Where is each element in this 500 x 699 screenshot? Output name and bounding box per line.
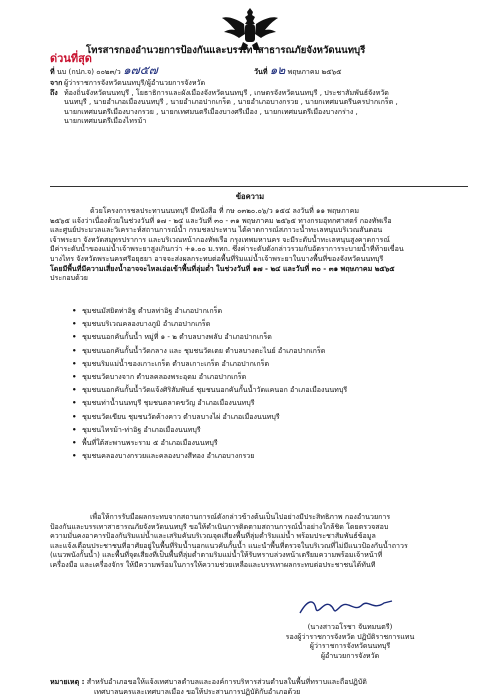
bullet-icon: • [72,319,77,329]
footnote-text: สำหรับอำเภอขอให้แจ้งเทศบาลตำบลและองค์การบริหารส่วนตำบลในพื้นที่ทราบและถือปฏิบัติ [86,677,367,686]
list-item [72,370,472,383]
bullet-icon: • [72,424,77,434]
urgency-stamp: ด่วนที่สุด [50,52,92,65]
paragraph-line: โดยมีพื้นที่มีความเสี่ยงน้ำอาจจะไหลเอ่อเข้าพื้นที่ลุ่มต่ำ ในช่วงวันที่ ๑๗ - ๒๔ และวันที่ ๓๐ - ๓๑ พฤษภาคม ๒๕๖๕ [50,263,395,273]
list-item-text: ชุมชนไทรม้า-ท่าอิฐ อำเภอเมืองนนทบุรี [82,424,201,434]
bullet-icon: • [72,438,77,448]
list-item-text: ชุมชนมัสยิดท่าอิฐ ตำบลท่าอิฐ อำเภอปากเกร็ด [82,306,223,315]
document-number-value: นบ (กปภ.จ) ๐๐๒๓/ว [56,67,121,76]
paragraph-line: บางไทร จังหวัดพระนครศรีอยุธยา อาจจะส่งผลกระทบต่อพื้นที่ริมแม่น้ำเจ้าพระยาในบางพื้นที่ของจังหวัดนนทบุรี [50,253,384,263]
bullet-icon: • [72,385,77,395]
to-row [50,88,470,126]
bullet-icon: • [72,345,77,355]
bullet-icon: • [72,398,77,408]
document-title: โทรสารกองอำนวยการป้องกันและบรรเทาสาธารณภัยจังหวัดนนทบุรี [86,45,366,56]
paragraph-line: (แนวพนังกั้นน้ำ) และพื้นที่จุดเสี่ยงที่เป็นพื้นที่ลุ่มต่ำตามริมแม่น้ำให้รับทราบล่วงหน้าเตรียมความพร้อมเจ้าหน้าที่ [50,550,383,560]
bullet-icon: • [72,411,77,421]
bullet-icon: • [72,451,77,461]
handwritten-signature [296,595,396,619]
list-item-text: พื้นที่ใต้สะพานพระราม ๕ อำเภอเมืองนนทบุรี [82,438,218,448]
bullet-icon: • [72,358,77,368]
list-item [72,383,472,396]
paragraph-line: และศูนย์ประมวลและวิเคราะห์สถานการณ์น้ำ กรมชลประทาน ได้คาดการณ์สภาวะน้ำทะเลหนุนบริเวณสันดอน [50,225,383,235]
footnote [50,677,470,696]
paragraph-line: มีค่าระดับน้ำของแม่น้ำเจ้าพระยาสูงเกินกว่า +๑.๐๐ ม.รทก. ซึ่งค่าระดับดังกล่าวรวมกับอัตราการระบายน้ำที่ท้ายเขื่อน [50,244,404,254]
to-label: ถึง [50,87,58,97]
signer-position: ผู้ว่าราชการจังหวัดนนทบุรี [309,641,391,651]
paragraph-request [50,512,468,570]
list-item-text: ชุมชนบริเวณคลองบางภูมิ อำเภอปากเกร็ด [82,319,211,329]
list-item [72,423,472,436]
date-month-year: พฤษภาคม ๒๕๖๕ [287,67,342,76]
list-item-text: ชุมชนนอกคันกั้นน้ำ หมู่ที่ ๑ - ๒ ตำบลบางพลับ อำเภอปากเกร็ด [82,332,272,342]
section-title: ข้อความ [235,192,265,201]
from-row [50,78,470,88]
paragraph-line: และแจ้งเตือนประชาชนที่อาศัยอยู่ในพื้นที่ริมน้ำนอกแนวคันกั้นน้ำ แนะนำพื้นที่ตรวจในบริเวณที่ไม่มีแนวป้องกันน้ำถาวร [50,540,408,550]
signature-block [260,622,440,660]
list-item-text: ชุมชนวัดเขียน ชุมชนวัดค้างคาว ตำบลบางไผ่ อำเภอเมืองนนทบุรี [82,411,280,421]
from-text: ผู้ว่าราชการจังหวัดนนทบุรี/ผู้อำนวยการจังหวัด [64,78,206,87]
document-number-handwritten: ๑๗๕๗ [123,63,158,77]
signer-position: ผู้อำนวยการจังหวัด [320,650,380,660]
list-item [72,344,472,357]
footnote-label: หมายเหตุ : [50,677,85,686]
bullet-icon: • [72,372,77,382]
bullet-icon: • [72,332,77,342]
date-row [254,63,342,77]
paragraph-intro [50,206,468,283]
list-item-text: ชุมชนคลองบางกรวยและคลองบางสีทอง อำเภอบางกรวย [82,451,255,461]
address-block [50,78,470,126]
list-item [72,304,472,317]
list-item-text: ชุมชนนอกคันกั้นน้ำวัดแจ้งศิริสัมพันธ์ ชุมชนนอกคันกั้นน้ำวัดแคนอก อำเภอเมืองนนทบุรี [82,385,348,395]
list-item [72,317,472,330]
date-label: วันที่ [254,67,268,76]
list-item-text: ชุมชนวัดบางจาก ตำบลคลองพระอุดม อำเภอปากเกร็ด [82,372,247,382]
footnote-line [50,677,470,687]
document-number-label: ที่ [50,67,55,76]
list-item [72,396,472,409]
to-line: นายกเทศมนตรีเมืองไทรม้า [64,116,147,126]
to-line: นายกเทศมนตรีเมืองบางกรวย , นายกเทศมนตรีเมืองบางศรีเมือง , นายกเทศมนตรีเมืองบางกร่าง , [64,106,358,116]
risk-area-list [72,304,472,462]
paragraph-line: ความมั่นคงอาคารป้องกันริมแม่น้ำและเสริมคันบริเวณจุดเสี่ยงพื้นที่ลุ่มต่ำริมแม่น้ำ พร้อมประชาสัมพันธ์ข้อมูล [50,531,376,541]
list-item [72,410,472,423]
list-item [72,449,472,462]
footnote-text-2: เทศบาลนครและเทศบาลเมือง ขอให้ประสานการปฏิบัติกับอำเภอด้วย [94,686,301,696]
document-number-row [50,63,158,77]
list-item [72,436,472,449]
from-label: จาก [50,78,63,87]
list-item-text: ชุมชนริมแม่น้ำของเกาะเกร็ด ตำบลเกาะเกร็ด อำเภอปากเกร็ด [82,358,270,368]
list-item-text: ชุมชนนอกคันกั้นน้ำวัดกลาง และ ชุมชนวัดเตย ตำบลบางตะไนย์ อำเภอปากเกร็ด [82,345,326,355]
paragraph-line: เจ้าพระยา จังหวัดสมุทรปราการ และบริเวณหน้ากองทัพเรือ กรุงเทพมหานคร จะมีระดับน้ำทะเลหนุนสูงคาดการณ์ [50,234,390,244]
list-item [72,357,472,370]
signer-position: รองผู้ว่าราชการจังหวัด ปฏิบัติราชการแทน [285,631,415,641]
paragraph-line: เพื่อให้การรับมือผลกระทบจากสถานการณ์ดังกล่าวข้างต้นเป็นไปอย่างมีประสิทธิภาพ กองอำนวยการ [90,512,391,521]
date-day-handwritten: ๑๒ [269,63,286,77]
paragraph-line: ด้วยโครงการชลประทานนนทบุรี มีหนังสือ ที่ กษ ๐๓๒๐.๐๖/ว ๑๕๔ ลงวันที่ ๑๑ พฤษภาคม [90,206,360,215]
paragraph-line: ๒๕๖๕ แจ้งว่าเนื่องด้วยในช่วงวันที่ ๑๗ - ๒๔ และวันที่ ๓๐ - ๓๑ พฤษภาคม ๒๕๖๕ ทางกรมอุทกศาสตร์ กองทัพเรือ [50,215,392,225]
paragraph-line: ป้องกันและบรรเทาสาธารณภัยจังหวัดนนทบุรี ขอให้ดำเนินการติดตามสถานการณ์น้ำอย่างใกล้ชิด โดยตรวจสอบ [50,521,389,531]
paragraph-line: เครื่องมือ และเครื่องจักร ให้มีความพร้อมในการให้ความช่วยเหลือและบรรเทาผลกระทบต่อประชาชนได้ทันที [50,559,376,569]
to-line: นนทบุรี , นายอำเภอเมืองนนทบุรี , นายอำเภอปากเกร็ด , นายอำเภอบางกรวย , นายกเทศมนตรีนครปากเกร็ด , [64,97,398,107]
divider [50,186,468,187]
signer-name: (นางสาวอโรชา จันทมนตรี) [307,622,393,631]
to-list [64,88,470,126]
bullet-icon: • [72,306,77,315]
paragraph-line: ประกอบด้วย [50,273,88,283]
list-item-text: ชุมชนท่าน้ำนนทบุรี ชุมชนตลาดขวัญ อำเภอเมืองนนทบุรี [82,398,255,408]
to-line: ท้องถิ่นจังหวัดนนทบุรี , โยธาธิการและผังเมืองจังหวัดนนทบุรี , เกษตรจังหวัดนนทบุรี , ประชาสัมพันธ์จังหวัด [64,87,389,97]
list-item [72,330,472,343]
